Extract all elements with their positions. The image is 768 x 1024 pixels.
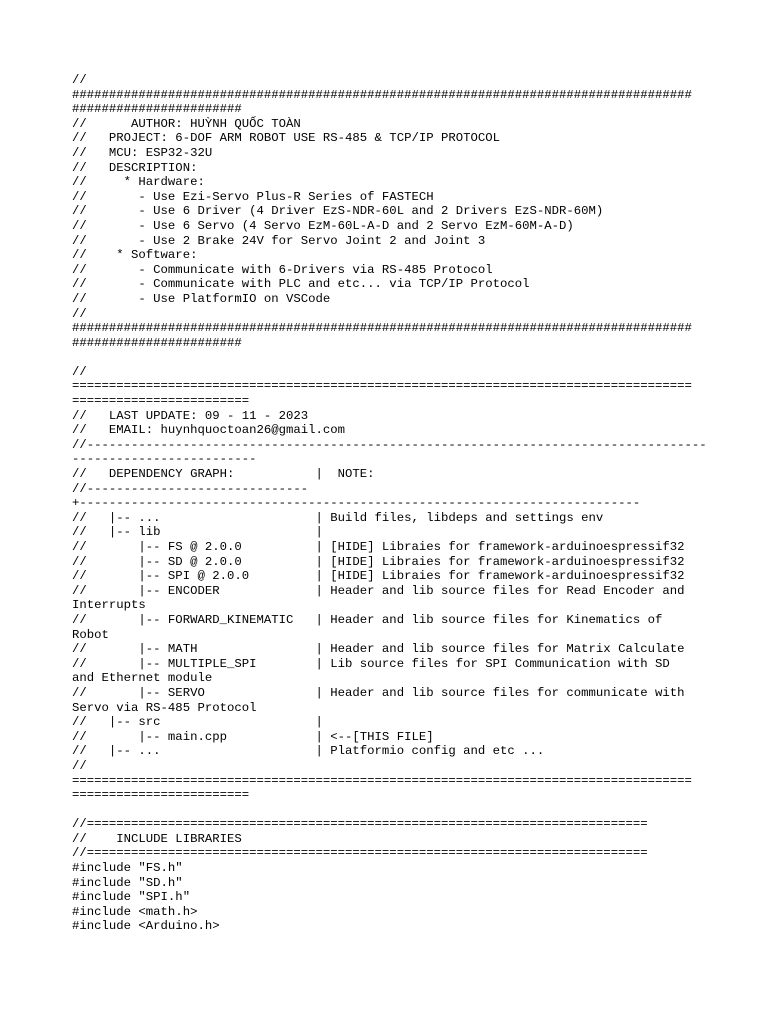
code-line: // |-- ... | Build files, libdeps and settings env (72, 510, 604, 525)
code-line: #include "SD.h" (72, 875, 183, 890)
code-line: // - Use 6 Driver (4 Driver EzS-NDR-60L and 2 Drivers EzS-NDR-60M) (72, 204, 604, 219)
code-line: // AUTHOR: HUỲNH QUỐC TOÀN (72, 116, 301, 131)
code-line: ==================================================================================== (72, 773, 692, 788)
code-line: ------------------------- (72, 452, 257, 467)
code-line: // |-- FORWARD_KINEMATIC | Header and lib source files for Kinematics of (72, 612, 663, 627)
code-line: // DEPENDENCY GRAPH: | NOTE: (72, 467, 375, 482)
code-line: ####################### (72, 335, 242, 350)
code-line: // |-- SPI @ 2.0.0 | [HIDE] Libraies for framework-arduinoespressif32 (72, 569, 685, 584)
code-line: // - Communicate with 6-Drivers via RS-485 Protocol (72, 262, 493, 277)
code-line: //------------------------------------------------------------------------------------ (72, 437, 707, 452)
code-line: // - Communicate with PLC and etc... via TCP/IP Protocol (72, 277, 530, 292)
code-line: // PROJECT: 6-DOF ARM ROBOT USE RS-485 & TCP/IP PROTOCOL (72, 131, 501, 146)
code-line: // |-- ... | Platformio config and etc ... (72, 744, 545, 759)
code-line: Robot (72, 627, 109, 642)
code-line: // (72, 758, 87, 773)
code-line: // LAST UPDATE: 09 - 11 - 2023 (72, 408, 309, 423)
code-line: ==================================================================================== (72, 379, 692, 394)
code-line: // |-- lib | (72, 525, 323, 540)
code-line: #include "SPI.h" (72, 890, 191, 905)
code-line: // - Use 2 Brake 24V for Servo Joint 2 and Joint 3 (72, 233, 486, 248)
code-line: // - Use PlatformIO on VSCode (72, 291, 331, 306)
code-line: // - Use 6 Servo (4 Servo EzM-60L-A-D and 2 Servo EzM-60M-A-D) (72, 218, 574, 233)
code-line: ======================== (72, 788, 250, 803)
code-line: // - Use Ezi-Servo Plus-R Series of FASTECH (72, 189, 434, 204)
code-line: // |-- SD @ 2.0.0 | [HIDE] Libraies for framework-arduinoespressif32 (72, 554, 685, 569)
code-line: #include "FS.h" (72, 861, 183, 876)
code-line: // |-- MATH | Header and lib source files for Matrix Calculate (72, 642, 685, 657)
code-line: Interrupts (72, 598, 146, 613)
code-line (72, 350, 712, 365)
code-line: Servo via RS-485 Protocol (72, 700, 257, 715)
code-line: #include <math.h> (72, 904, 198, 919)
code-line: //============================================================================ (72, 817, 648, 832)
code-line: // EMAIL: huynhquoctoan26@gmail.com (72, 423, 346, 438)
code-document (72, 73, 712, 934)
code-line: // |-- main.cpp | <--[THIS FILE] (72, 729, 434, 744)
code-line (72, 803, 712, 818)
code-line: // |-- SERVO | Header and lib source files for communicate with (72, 685, 685, 700)
code-line: // * Hardware: (72, 175, 205, 190)
code-line: #################################################################################### (72, 87, 692, 102)
code-line: // (72, 73, 87, 87)
code-line: #include <Arduino.h> (72, 919, 220, 934)
code-line: // (72, 306, 87, 321)
code-line: // INCLUDE LIBRARIES (72, 831, 242, 846)
code-line: //------------------------------ (72, 481, 309, 496)
code-line: // MCU: ESP32-32U (72, 145, 213, 160)
code-line: // (72, 364, 87, 379)
code-line: // |-- MULTIPLE_SPI | Lib source files for SPI Communication with SD (72, 656, 670, 671)
code-line: // |-- FS @ 2.0.0 | [HIDE] Libraies for framework-arduinoespressif32 (72, 540, 685, 554)
code-line: //============================================================================ (72, 846, 648, 861)
code-line: +---------------------------------------------------------------------------- (72, 496, 641, 511)
code-line: and Ethernet module (72, 671, 213, 686)
code-line: // |-- src | (72, 715, 323, 730)
code-line: ####################### (72, 102, 242, 117)
code-line: // |-- ENCODER | Header and lib source files for Read Encoder and (72, 583, 685, 598)
code-line: #################################################################################### (72, 321, 692, 336)
code-line: // DESCRIPTION: (72, 160, 198, 175)
code-line: // * Software: (72, 248, 198, 263)
code-line: ======================== (72, 394, 250, 409)
